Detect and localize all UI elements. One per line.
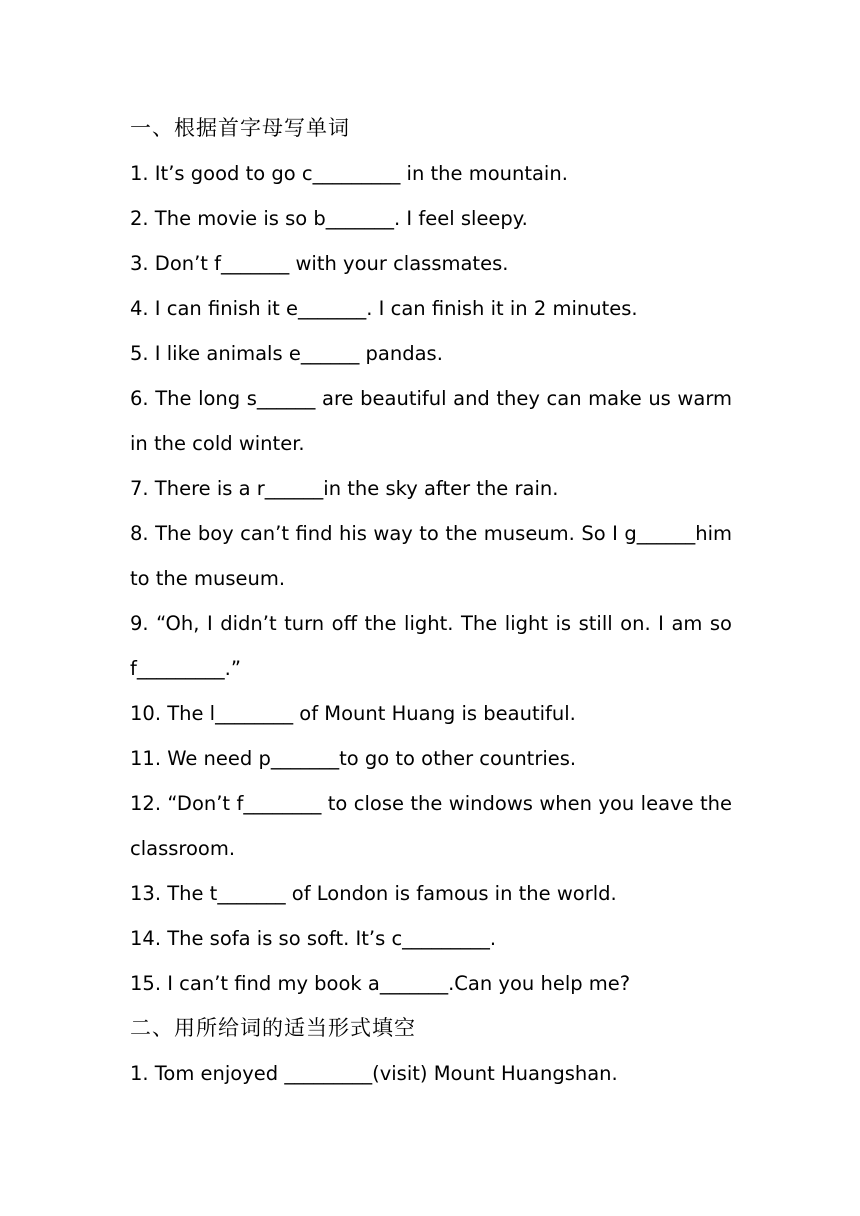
question-1-8-line-2: to the museum. [130, 567, 286, 590]
question-1-9-line-2: f_________.” [130, 657, 241, 680]
question-1-1: 1. It’s good to go c_________ in the mountain. [130, 162, 568, 185]
question-1-7: 7. There is a r______in the sky after the rain. [130, 477, 559, 500]
section-1-heading: 一、根据首字母写单词 [130, 116, 350, 140]
worksheet [130, 106, 732, 1096]
question-1-4: 4. I can finish it e_______. I can finish it in 2 minutes. [130, 297, 638, 320]
question-1-12-line-1: 12. “Don’t f________ to close the windows when you leave the [130, 792, 732, 815]
question-1-5: 5. I like animals e______ pandas. [130, 342, 443, 365]
section-2-heading: 二、用所给词的适当形式填空 [130, 1016, 416, 1040]
question-1-9-line-1: 9. “Oh, I didn’t turn off the light. The light is still on. I am so [130, 612, 732, 635]
question-1-15: 15. I can’t find my book a_______.Can you help me? [130, 972, 631, 995]
question-1-10: 10. The l________ of Mount Huang is beautiful. [130, 702, 576, 725]
question-1-13: 13. The t_______ of London is famous in the world. [130, 882, 617, 905]
question-1-14: 14. The sofa is so soft. It’s c_________. [130, 927, 497, 950]
question-1-12-line-2: classroom. [130, 837, 236, 860]
question-1-8-line-1: 8. The boy can’t find his way to the museum. So I g______him [130, 522, 732, 545]
question-2-1: 1. Tom enjoyed _________(visit) Mount Huangshan. [130, 1062, 618, 1085]
question-1-6-line-1: 6. The long s______ are beautiful and they can make us warm [130, 387, 732, 410]
question-1-2: 2. The movie is so b_______. I feel sleepy. [130, 207, 528, 230]
question-1-3: 3. Don’t f_______ with your classmates. [130, 252, 509, 275]
question-1-11: 11. We need p_______to go to other countries. [130, 747, 577, 770]
question-1-6-line-2: in the cold winter. [130, 432, 305, 455]
